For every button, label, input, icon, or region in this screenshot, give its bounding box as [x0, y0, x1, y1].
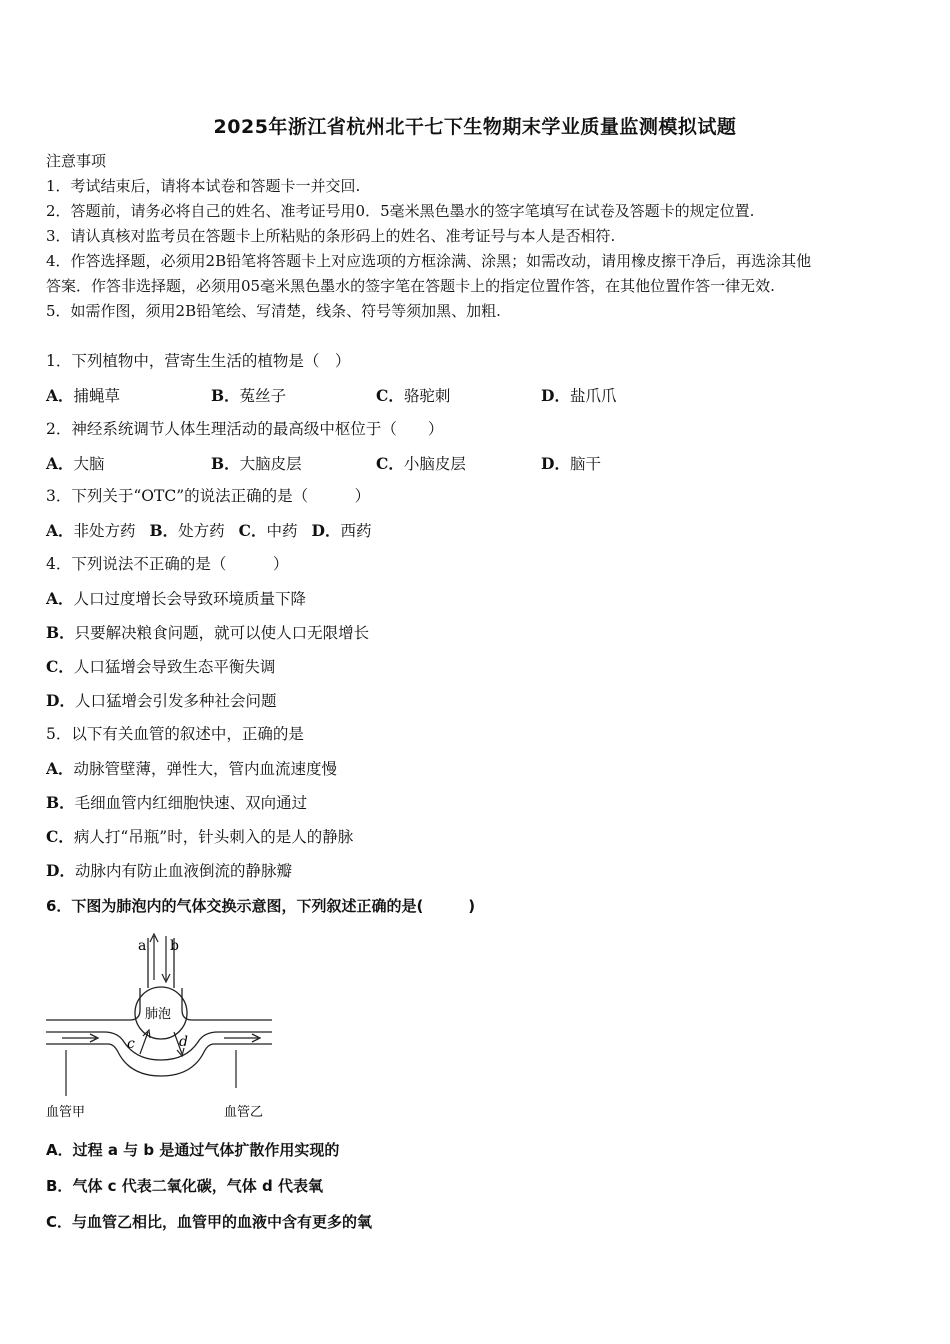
question-stem: 2．神经系统调节人体生理活动的最高级中枢位于（ ） — [46, 420, 444, 438]
option-b[interactable]: B．气体 c 代表二氧化碳，气体 d 代表氧 — [46, 1177, 323, 1195]
option-d[interactable]: D．动脉内有防止血液倒流的静脉瓣 — [46, 861, 292, 880]
label-d: d — [179, 1034, 188, 1050]
notice-item: 3．请认真核对监考员在答题卡上所粘贴的条形码上的姓名、准考证号与本人是否相符. — [46, 227, 616, 245]
option-b[interactable]: B．毛细血管内红细胞快速、双向通过 — [46, 793, 308, 812]
label-a: a — [138, 938, 147, 954]
option-a[interactable]: A．动脉管壁薄，弹性大，管内血流速度慢 — [46, 759, 338, 778]
notice-item: 4．作答选择题，必须用2B铅笔将答题卡上对应选项的方框涂满、涂黑；如需改动，请用橡皮擦干净后，再选涂其他 — [46, 252, 812, 270]
option-d[interactable]: D．西药 — [311, 521, 372, 540]
notice-item: 2．答题前，请务必将自己的姓名、准考证号用0．5毫米黑色墨水的签字笔填写在试卷及答题卡的规定位置. — [46, 202, 755, 220]
page-title: 2025年浙江省杭州北干七下生物期末学业质量监测模拟试题 — [213, 116, 737, 138]
option-b[interactable]: B．处方药 — [149, 521, 225, 540]
label-vessel-yi: 血管乙 — [224, 1105, 264, 1120]
label-c: c — [127, 1036, 135, 1052]
option-a[interactable]: A．过程 a 与 b 是通过气体扩散作用实现的 — [46, 1141, 340, 1159]
question-stem: 1．下列植物中，营寄生生活的植物是（ ） — [46, 352, 351, 370]
question-stem: 3．下列关于“OTC”的说法正确的是（ ） — [46, 487, 371, 505]
label-b: b — [170, 938, 179, 954]
vessel-upper-wall-right — [182, 988, 272, 1020]
option-d[interactable]: D．盐爪爪 — [541, 386, 617, 405]
option-a[interactable]: A．大脑 — [46, 454, 105, 473]
label-vessel-jia: 血管甲 — [46, 1105, 86, 1120]
option-c[interactable]: C．中药 — [238, 521, 298, 540]
option-a[interactable]: A．捕蝇草 — [46, 386, 121, 405]
notice-item: 5．如需作图，须用2B铅笔绘、写清楚，线条、符号等须加黑、加粗. — [46, 302, 501, 320]
option-row — [46, 384, 616, 406]
question-stem: 4．下列说法不正确的是（ ） — [46, 555, 289, 573]
question-stem: 6．下图为肺泡内的气体交换示意图，下列叙述正确的是( ) — [46, 897, 476, 915]
label-alveolus: 肺泡 — [145, 1007, 172, 1022]
option-b[interactable]: B．菟丝子 — [211, 386, 287, 405]
option-a[interactable]: A．非处方药 — [46, 521, 136, 540]
option-d[interactable]: D．人口猛增会引发多种社会问题 — [46, 691, 277, 710]
option-c[interactable]: C．病人打“吊瓶”时，针头刺入的是人的静脉 — [46, 827, 354, 846]
option-c[interactable]: C．小脑皮层 — [376, 454, 466, 473]
vessel-upper-wall-left — [46, 988, 140, 1020]
question-stem: 5．以下有关血管的叙述中，正确的是 — [46, 725, 304, 743]
alveolus-gas-exchange-diagram — [44, 928, 280, 1122]
option-c[interactable]: C．骆驼刺 — [376, 386, 451, 405]
notice-heading: 注意事项 — [46, 152, 107, 170]
notice-item: 1．考试结束后，请将本试卷和答题卡一并交回. — [46, 177, 361, 195]
option-row — [46, 452, 601, 474]
option-b[interactable]: B．只要解决粮食问题，就可以使人口无限增长 — [46, 623, 370, 642]
vessel-middle-wall — [46, 1032, 272, 1060]
option-b[interactable]: B．大脑皮层 — [211, 454, 302, 473]
option-c[interactable]: C．与血管乙相比，血管甲的血液中含有更多的氧 — [46, 1213, 373, 1231]
option-row — [46, 519, 372, 541]
option-c[interactable]: C．人口猛增会导致生态平衡失调 — [46, 657, 276, 676]
option-a[interactable]: A．人口过度增长会导致环境质量下降 — [46, 589, 307, 608]
notice-item: 答案．作答非选择题，必须用05毫米黑色墨水的签字笔在答题卡上的指定位置作答，在其他位置作答一律无效. — [46, 277, 775, 295]
option-d[interactable]: D．脑干 — [541, 454, 601, 473]
